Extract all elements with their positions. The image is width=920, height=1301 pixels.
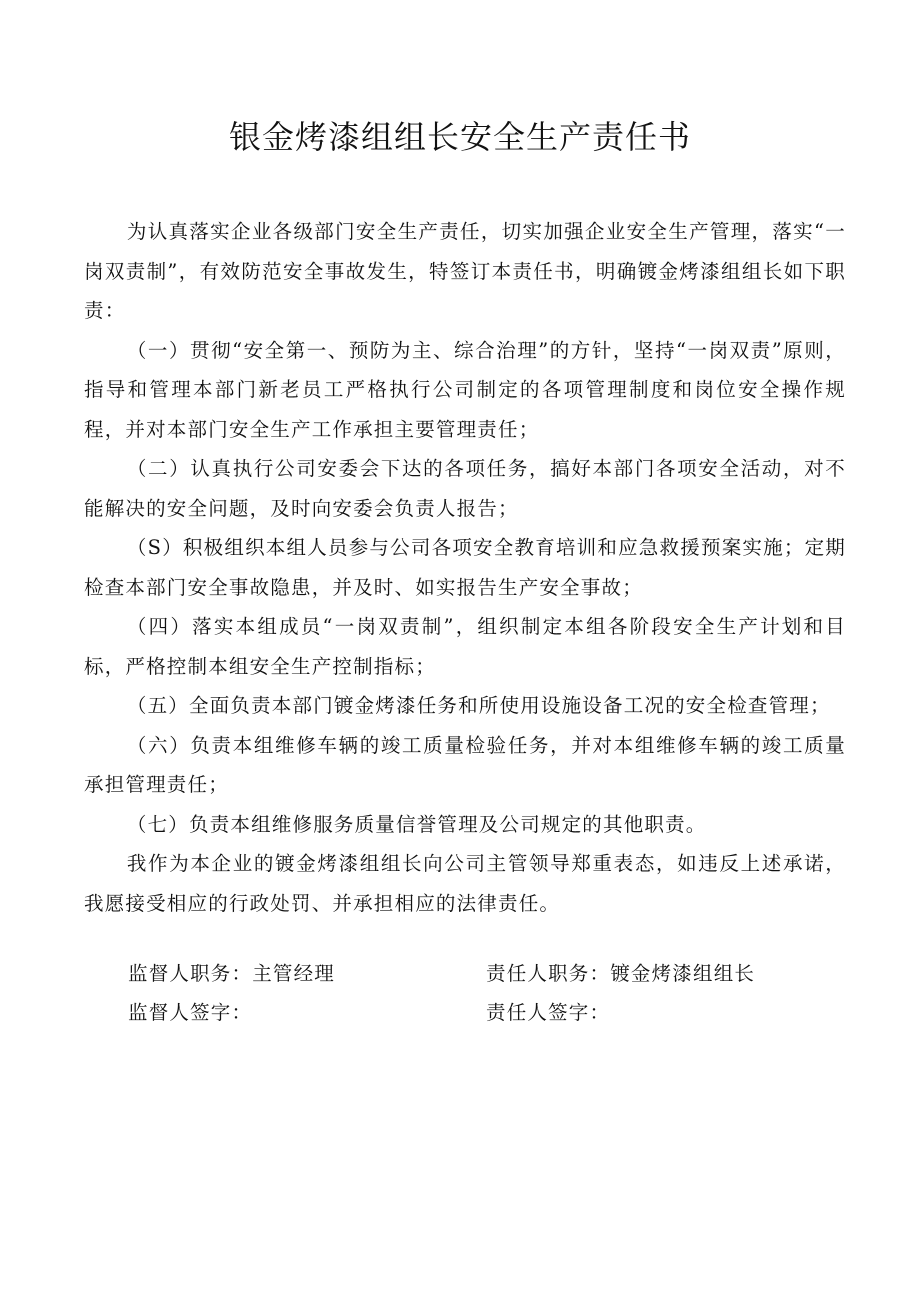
duty-item-2: （二）认真执行公司安委会下达的各项任务，搞好本部门各项安全活动，对不能解决的安全问题，及时向安委会负责人报告； (84, 457, 846, 520)
commitment-paragraph: 我作为本企业的镀金烤漆组组长向公司主管领导郑重表态，如违反上述承诺，我愿接受相应的行政处罚、并承担相应的法律责任。 (84, 852, 846, 915)
responsible-signature: 责任人签字： (486, 1001, 611, 1024)
document-body (84, 212, 846, 923)
duty-item-1: （一）贯彻“安全第一、预防为主、综合治理”的方针，坚持“一岗双责”原则，指导和管理本部门新老员工严格执行公司制定的各项管理制度和岗位安全操作规程，并对本部门安全生产工作承担主要管理责任； (84, 338, 846, 441)
intro-paragraph: 为认真落实企业各级部门安全生产责任，切实加强企业安全生产管理，落实“一岗双责制”，有效防范安全事故发生，特签订本责任书，明确镀金烤漆组组长如下职责： (84, 220, 846, 322)
supervisor-signature: 监督人签字： (128, 1001, 253, 1024)
duty-item-4: （四）落实本组成员“一岗双责制”，组织制定本组各阶段安全生产计划和目标，严格控制本组安全生产控制指标； (84, 615, 846, 678)
duty-item-6: （六）负责本组维修车辆的竣工质量检验任务，并对本组维修车辆的竣工质量承担管理责任； (84, 733, 846, 796)
duty-item-7: （七）负责本组维修服务质量信誉管理及公司规定的其他职责。 (126, 812, 707, 836)
responsible-position: 责任人职务：镀金烤漆组组长 (486, 962, 756, 985)
duty-item-5: （五）全面负责本部门镀金烤漆任务和所使用设施设备工况的安全检查管理； (126, 694, 831, 717)
document-title: 银金烤漆组组长安全生产责任书 (228, 118, 691, 156)
supervisor-position: 监督人职务：主管经理 (128, 962, 336, 985)
duty-item-3: （S）积极组织本组人员参与公司各项安全教育培训和应急救援预案实施；定期检查本部门安全事故隐患，并及时、如实报告生产安全事故； (84, 536, 846, 599)
